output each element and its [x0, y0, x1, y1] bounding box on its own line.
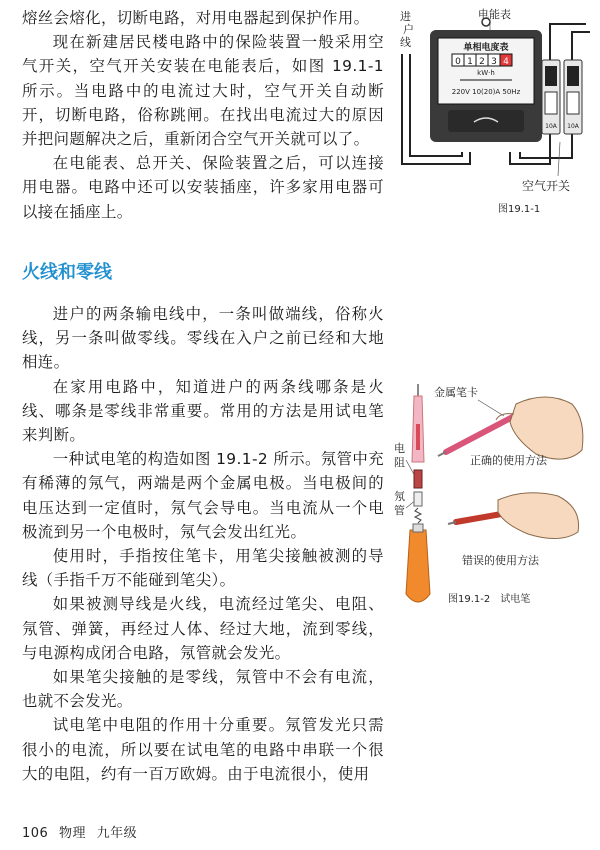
section-title: 火线和零线: [22, 262, 112, 283]
wrong-usage-illustration: [448, 493, 579, 539]
paragraph: 使用时，手指按住笔卡，用笔尖接触被测的导线（手指千万不能碰到笔尖）。: [22, 547, 384, 590]
air-switch: [542, 60, 560, 134]
page-footer: [22, 822, 143, 841]
paragraph: 现在新建居民楼电路中的保险装置一般采用空气开关，空气开关安装在电能表后，如图 19.1-1 所示。当电路中的电流过大时，空气开关自动断开，切断电路，俗称跳闸。在找出电流过大的原因并把问题解决之后，重新闭合空气开关就可以了。: [22, 33, 384, 149]
correct-usage-illustration: [438, 397, 583, 459]
meter-digit: 0: [455, 57, 461, 67]
neon-label-2: 管: [394, 504, 405, 517]
resistor-label-2: 阻: [394, 456, 405, 469]
neon-label-1: 氖: [394, 490, 405, 503]
paragraph: 一种试电笔的构造如图 19.1-2 所示。氖管中充有稀薄的氖气，两端是两个金属电极。当电极间的电压达到一定值时，氖气会导电。当电流从一个电极流到另一个电极时，氖气会发出红光。: [22, 450, 384, 541]
entry-wire-label-2: 户: [403, 23, 414, 36]
entry-wire-label-1: 进: [400, 10, 411, 23]
figure-meter: [390, 4, 598, 218]
meter-digit: 2: [479, 57, 485, 67]
page-number: 106: [22, 826, 49, 841]
figure-caption: 图19.1-2 试电笔: [448, 594, 531, 605]
paragraph: 如果笔尖接触的是零线，氖管中不会有电流，也就不会发光。: [22, 668, 384, 711]
air-switch: [564, 60, 582, 134]
footer-grade: 九年级: [96, 826, 138, 841]
test-pen-tip-part: [412, 384, 424, 462]
footer-subject: 物理: [58, 826, 86, 841]
paragraph: 在电能表、总开关、保险装置之后，可以连接用电器。电路中还可以安装插座，许多家用电器可以接在插座上。: [22, 154, 384, 221]
meter-unit: kW·h: [477, 69, 495, 77]
meter-label: 电能表: [478, 8, 511, 21]
meter-digit: 3: [491, 57, 497, 67]
figure-caption: 图19.1-1: [498, 204, 541, 215]
correct-usage-label: 正确的使用方法: [470, 454, 547, 467]
meter-digits: [452, 54, 512, 67]
breaker-rating: 10A: [567, 123, 579, 130]
breaker-rating: 10A: [545, 123, 557, 130]
meter-digit: 1: [467, 57, 473, 67]
top-text: [22, 6, 384, 224]
figure-test-pen: [386, 384, 598, 614]
paragraph: 在家用电路中，知道进户的两条线哪条是火线、哪条是零线非常重要。常用的方法是用试电笔来判断。: [22, 377, 384, 445]
paragraph: 熔丝会熔化，切断电路，对用电器起到保护作用。: [22, 9, 370, 27]
meter-digit: 4: [503, 57, 509, 67]
resistor-label-1: 电: [394, 442, 405, 455]
meter-rating: 220V 10(20)A 50Hz: [451, 88, 521, 96]
clip-label: 金属笔卡: [434, 386, 478, 399]
wrong-usage-label: 错误的使用方法: [462, 554, 539, 567]
meter-title: 单相电度表: [463, 43, 509, 53]
main-text: [22, 302, 384, 786]
paragraph: 试电笔中电阻的作用十分重要。氖管发光只需很小的电流，所以要在试电笔的电路中串联一个很大的电阻，约有一百万欧姆。由于电流很小，使用: [22, 716, 384, 783]
paragraph: 如果被测导线是火线，电流经过笔尖、电阻、氖管、弹簧，再经过人体、经过大地，流到零线，与电源构成闭合电路，氖管就会发光。: [22, 595, 384, 662]
entry-wire-label-3: 线: [400, 36, 411, 49]
paragraph: 进户的两条输电线中，一条叫做端线，俗称火线，另一条叫做零线。零线在入户之前已经和大地相连。: [22, 305, 384, 372]
breaker-label: 空气开关: [522, 179, 571, 193]
